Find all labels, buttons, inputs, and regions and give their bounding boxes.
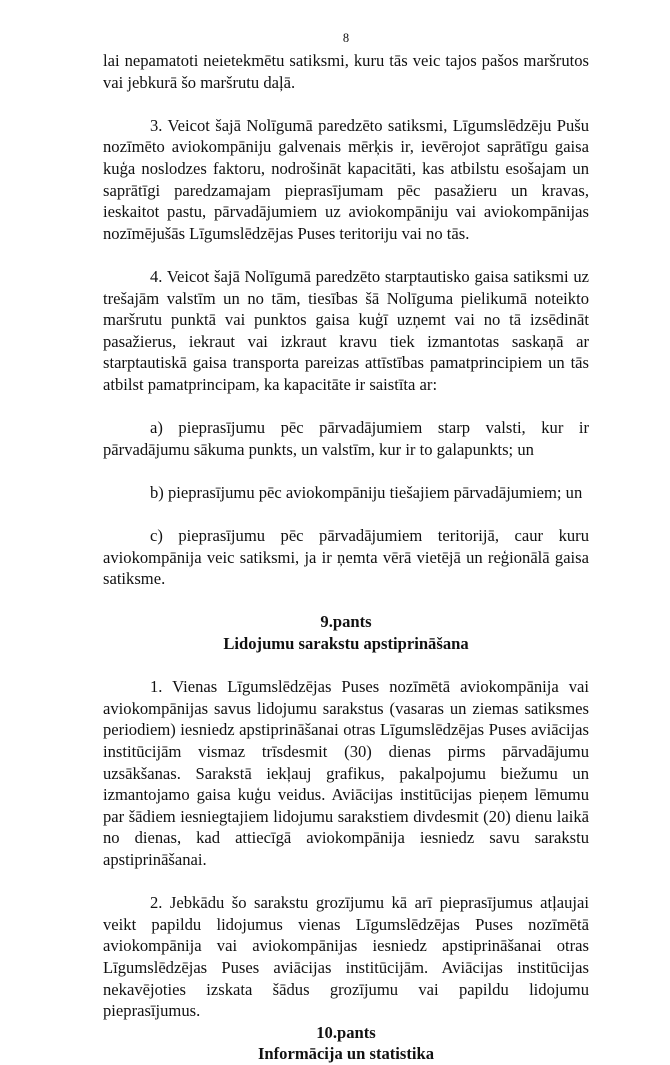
article-10-number: 10.pants: [316, 1022, 376, 1042]
paragraph-4b: b) pieprasījumu pēc aviokompāniju tiešajiem pārvadājumiem; un: [150, 482, 583, 502]
page-number: 8: [342, 31, 350, 45]
article-10-title: Informācija un statistika: [257, 1044, 435, 1064]
paragraph-4a: a) pieprasījumu pēc pārvadājumiem starp valsti, kur ir pārvadājumu sākuma punkts, un valstīm, kur ir to galapunkts; un: [103, 418, 589, 459]
article-10-heading: [103, 1022, 589, 1065]
article-9-heading: [103, 611, 589, 654]
article-9-paragraph-2: 2. Jebkādu šo sarakstu grozījumu kā arī pieprasījumus atļaujai veikt papildu lidojumus vienas Līgumslēdzējas Puses nozīmētā aviokompānija vai aviokompānijas iesniedz apstiprināšanai otras Līgumslēdzējas Puses aviācijas institūcijām. Aviācijas institūcijas nekavējoties izskata šādus grozījumu vai papildu lidojumu pieprasījumus.: [103, 893, 589, 1021]
article-9-number: 9.pants: [320, 612, 372, 632]
paragraph-4: 4. Veicot šajā Nolīgumā paredzēto starptautisko gaisa satiksmi uz trešajām valstīm un no tām, tiesības šā Nolīguma pielikumā noteikto maršrutu punktā vai punktos gaisa kuģī uzņemt vai no tā izsēdināt pasažierus, iekraut vai izkraut kravu tiek izmantotas saskaņā ar starptautiskā gaisa transporta pareizas attīstības pamatprincipiem un tās atbilst pamatprincipam, ka kapacitāte ir saistīta ar:: [103, 266, 589, 394]
paragraph-3: 3. Veicot šajā Nolīgumā paredzēto satiksmi, Līgumslēdzēju Pušu nozīmēto aviokompāniju galvenais mērķis ir, ievērojot saprātīgu gaisa kuģa noslodzes faktoru, nodrošināt kapacitāti, kas atbilstu esošajam un saprātīgi paredzamajam pieprasījumam pēc pasažieru un kravas, ieskaitot pastu, pārvadājumiem uz aviokompāniju vai aviokompānijas nozīmējušās Līgumslēdzējas Puses teritoriju vai no tās.: [103, 115, 589, 243]
paragraph-4c: c) pieprasījumu pēc pārvadājumiem teritorijā, caur kuru aviokompānija veic satiksmi, ja ir ņemta vērā vietējā un reģionālā gaisa satiksme.: [103, 526, 589, 589]
article-9-paragraph-1: 1. Vienas Līgumslēdzējas Puses nozīmētā aviokompānija vai aviokompānijas savus lidojumu sarakstus (vasaras un ziemas satiksmes periodiem) iesniedz apstiprināšanai otras Līgumslēdzējas Puses aviācijas institūcijām vismaz trīsdesmit (30) dienas pirms pārvadājumu uzsākšanas. Sarakstā iekļauj grafikus, pakalpojumu biežumu un izmantojamo gaisa kuģu veidus. Aviācijas institūcijas pieņem lēmumu par šādiem iesniegtajiem lidojumu sarakstiem divdesmit (20) dienu laikā no dienas, kad attiecīgā aviokompānija iesniedz savu sarakstu apstiprināšanai.: [103, 677, 589, 869]
paragraph-continuation: lai nepamatoti neietekmētu satiksmi, kuru tās veic tajos pašos maršrutos vai jebkurā šo maršrutu daļā.: [103, 51, 589, 92]
document-page: [103, 30, 589, 1065]
article-9-title: Lidojumu sarakstu apstiprināšana: [223, 634, 469, 654]
